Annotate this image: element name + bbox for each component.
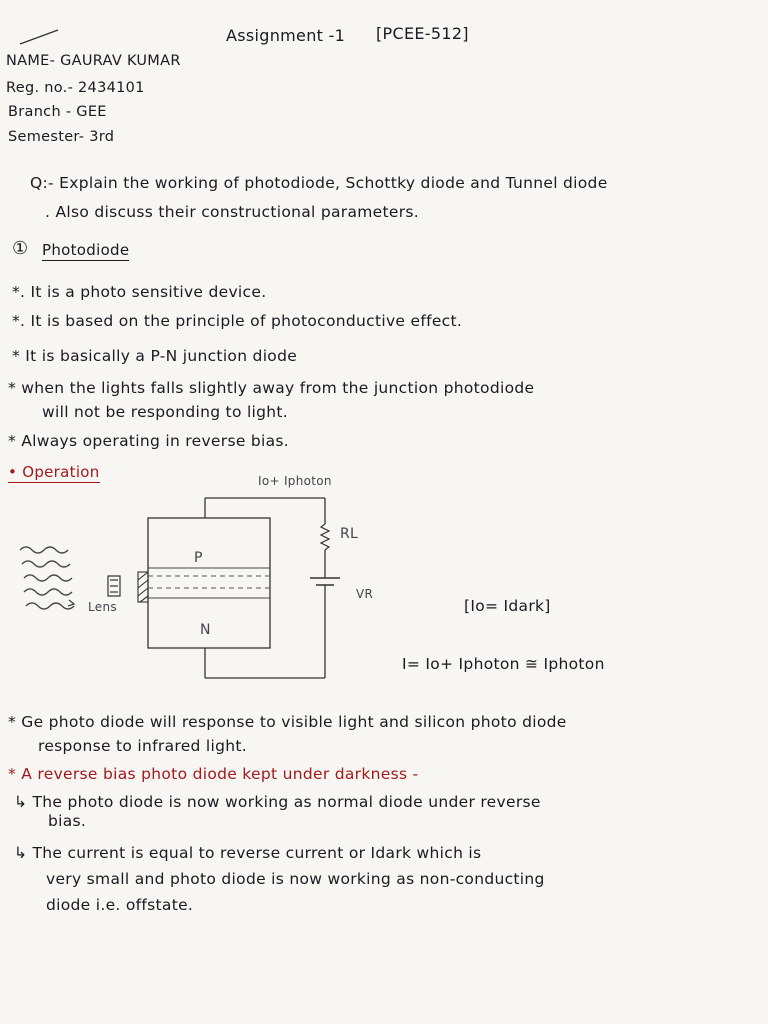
student-branch: Branch - GEE — [8, 104, 107, 120]
point-4-cont: will not be responding to light. — [42, 403, 289, 421]
assignment-title: Assignment -1 — [226, 26, 346, 45]
point-4: * when the lights falls slightly away from the junction photodiode — [8, 379, 535, 397]
student-reg: Reg. no.- 2434101 — [6, 80, 145, 96]
arrow-note-2-line-2: very small and photo diode is now working as non-conducting — [46, 870, 545, 888]
p-region-label: P — [194, 550, 203, 566]
point-1: *. It is a photo sensitive device. — [12, 283, 267, 301]
arrow-note-2-line-1: ↳ The current is equal to reverse current or Idark which is — [14, 844, 482, 862]
point-5: * Always operating in reverse bias. — [8, 432, 290, 450]
ge-note-line-2: response to infrared light. — [38, 737, 247, 755]
voltage-label: VR — [356, 587, 374, 601]
lens-icon — [108, 576, 120, 596]
photodiode-circuit-diagram — [10, 490, 430, 730]
diagram-current-label: Io+ Iphoton — [258, 474, 332, 488]
question-line-1: Q:- Explain the working of photodiode, Schottky diode and Tunnel diode — [30, 174, 608, 192]
point-3: * It is basically a P-N junction diode — [12, 347, 298, 365]
dark-current-formula: [Io= Idark] — [464, 597, 551, 615]
operation-heading: • Operation — [8, 463, 100, 481]
section-title: Photodiode — [42, 241, 130, 259]
question-line-2: . Also discuss their constructional parameters. — [45, 203, 419, 221]
total-current-formula: I= Io+ Iphoton ≅ Iphoton — [402, 655, 605, 673]
resistor-label: RL — [340, 526, 359, 542]
light-rays-icon — [20, 547, 74, 609]
point-2: *. It is based on the principle of photoconductive effect. — [12, 312, 463, 330]
student-semester: Semester- 3rd — [8, 129, 115, 145]
student-name: NAME- GAURAV KUMAR — [6, 53, 181, 69]
darkness-heading: * A reverse bias photo diode kept under darkness - — [8, 765, 419, 783]
arrow-note-2-line-3: diode i.e. offstate. — [46, 896, 194, 914]
lens-hatch-icon — [138, 572, 148, 602]
battery-icon — [310, 578, 340, 585]
ge-note-line-1: * Ge photo diode will response to visible light and silicon photo diode — [8, 713, 567, 731]
arrow-note-1-line-1: ↳ The photo diode is now working as normal diode under reverse — [14, 793, 541, 811]
lens-label: Lens — [88, 600, 117, 614]
section-number: ① — [12, 238, 29, 259]
resistor-icon — [321, 524, 329, 550]
n-region-label: N — [200, 622, 211, 638]
arrow-note-1-line-2: bias. — [48, 812, 87, 830]
course-code: [PCEE-512] — [376, 24, 469, 43]
